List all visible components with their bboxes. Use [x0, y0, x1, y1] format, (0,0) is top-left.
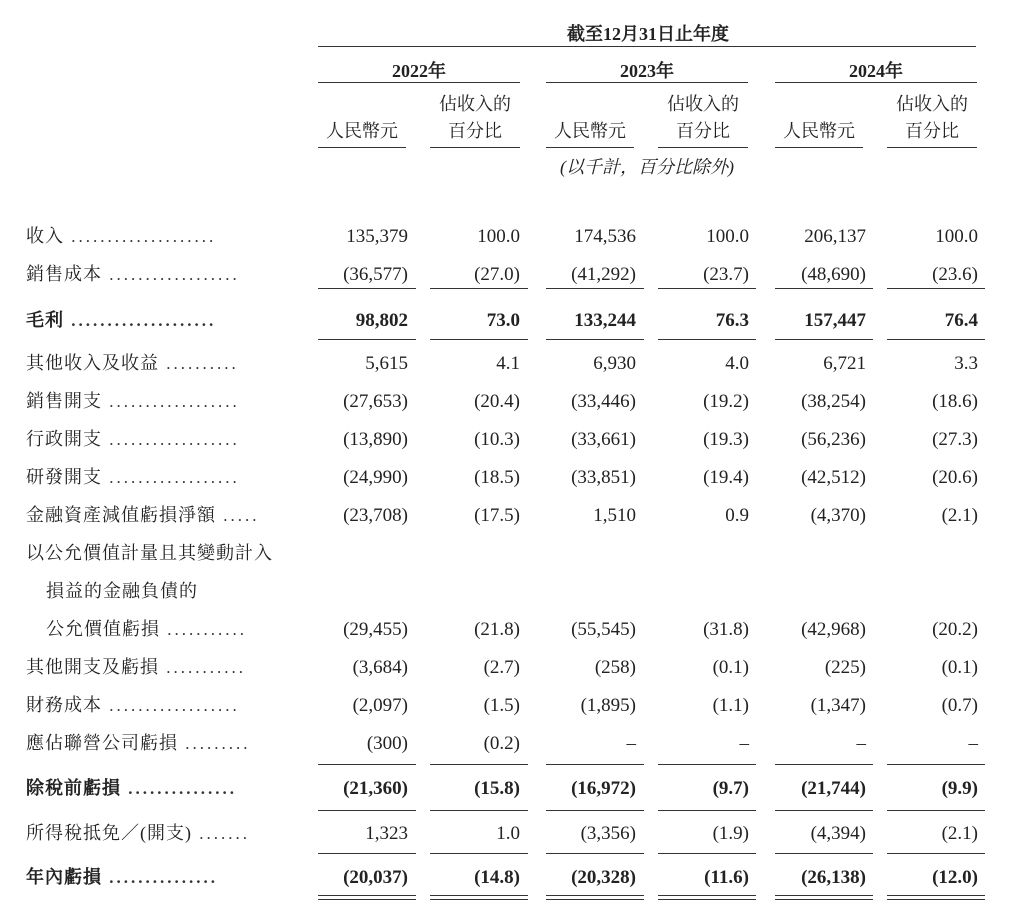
row-label: [26, 466, 240, 489]
gross-rule-5: [775, 339, 873, 340]
final-rule-a3: [546, 895, 644, 896]
final-rule-a4: [658, 895, 756, 896]
col-pct-2024-line1: 佔收入的: [896, 94, 968, 114]
final-rule-a6: [887, 895, 985, 896]
associate-rule-6: [887, 764, 985, 765]
col-pct-2022-line1: 佔收入的: [439, 94, 511, 114]
col-rmb-2023: 人民幣元: [554, 121, 626, 141]
table-cell: 0.9: [725, 505, 749, 526]
table-cell: 6,721: [823, 353, 866, 374]
leader-dots: ..................: [102, 430, 240, 449]
row-label-text: 除稅前虧損: [26, 778, 121, 798]
table-cell: (27,653): [343, 391, 408, 412]
row-label-text: 以公允價值計量且其變動計入: [26, 543, 273, 563]
table-cell: (1.5): [483, 695, 520, 716]
table-cell: (300): [366, 733, 408, 754]
table-cell: –: [856, 733, 866, 754]
year-2023-header: 2023年: [620, 61, 674, 81]
leader-dots: ...........: [159, 658, 246, 677]
period-header: 截至12月31日止年度: [567, 24, 729, 44]
leader-dots: .....: [216, 506, 260, 525]
table-cell: 76.4: [944, 310, 978, 331]
table-cell: (19.2): [703, 391, 749, 412]
taxline-rule-6: [887, 853, 985, 854]
table-cell: (0.1): [712, 657, 749, 678]
table-cell: 3.3: [954, 353, 978, 374]
row-label: [46, 580, 198, 602]
table-cell: (2,097): [352, 695, 408, 716]
taxline-rule-1: [318, 853, 416, 854]
row-label-text: 年內虧損: [26, 867, 102, 887]
year-2022-header: 2022年: [392, 61, 446, 81]
year-2023-rule: [546, 82, 748, 83]
taxline-rule-2: [430, 853, 528, 854]
row-label: [26, 694, 240, 717]
table-cell: (4,394): [810, 823, 866, 844]
row-label: [26, 732, 251, 755]
row-label: [26, 542, 273, 564]
gross-rule-4: [658, 339, 756, 340]
cost-rule-2: [430, 288, 528, 289]
table-cell: (1,347): [810, 695, 866, 716]
table-cell: 135,379: [346, 226, 408, 247]
table-cell: (11.6): [704, 867, 749, 888]
table-cell: (258): [594, 657, 636, 678]
final-rule-a1: [318, 895, 416, 896]
year-2022-rule: [318, 82, 520, 83]
leader-dots: ....................: [64, 227, 217, 246]
leader-dots: .........: [178, 734, 251, 753]
taxline-rule-3: [546, 853, 644, 854]
table-cell: (15.8): [474, 778, 520, 799]
table-cell: (2.7): [483, 657, 520, 678]
cost-rule-3: [546, 288, 644, 289]
row-label: [26, 352, 239, 375]
table-cell: (26,138): [801, 867, 866, 888]
table-cell: (42,968): [801, 619, 866, 640]
row-label-text: 財務成本: [26, 695, 102, 715]
table-cell: 76.3: [715, 310, 749, 331]
final-rule-b2: [430, 899, 528, 900]
table-cell: (19.4): [703, 467, 749, 488]
year-2024-rule: [775, 82, 977, 83]
pretax-rule-4: [658, 810, 756, 811]
associate-rule-4: [658, 764, 756, 765]
associate-rule-5: [775, 764, 873, 765]
table-cell: 133,244: [574, 310, 636, 331]
row-label-text: 其他收入及收益: [26, 353, 159, 373]
row-label: [26, 263, 240, 286]
row-label-text: 金融資產減值虧損淨額: [26, 505, 216, 525]
row-label-text: 毛利: [26, 310, 64, 330]
row-label: [26, 390, 240, 413]
associate-rule-3: [546, 764, 644, 765]
table-cell: (4,370): [810, 505, 866, 526]
table-cell: (20.4): [474, 391, 520, 412]
gross-rule-6: [887, 339, 985, 340]
table-cell: 4.0: [725, 353, 749, 374]
associate-rule-1: [318, 764, 416, 765]
table-cell: 157,447: [804, 310, 866, 331]
table-cell: (20.6): [932, 467, 978, 488]
table-cell: (31.8): [703, 619, 749, 640]
pretax-rule-2: [430, 810, 528, 811]
final-rule-b6: [887, 899, 985, 900]
table-cell: (3,356): [580, 823, 636, 844]
cost-rule-5: [775, 288, 873, 289]
table-cell: (14.8): [474, 867, 520, 888]
pretax-rule-5: [775, 810, 873, 811]
col-pct-2023-line2: 百分比: [676, 121, 730, 141]
table-cell: (38,254): [801, 391, 866, 412]
table-cell: (27.3): [932, 429, 978, 450]
table-cell: (56,236): [801, 429, 866, 450]
final-rule-b3: [546, 899, 644, 900]
units-note: (以千計，百分比除外): [560, 157, 734, 177]
pretax-rule-3: [546, 810, 644, 811]
table-cell: (29,455): [343, 619, 408, 640]
subheader-rule-2: [430, 147, 520, 148]
table-cell: (2.1): [941, 823, 978, 844]
row-label-text: 應佔聯營公司虧損: [26, 733, 178, 753]
table-cell: 1.0: [496, 823, 520, 844]
table-cell: (27.0): [474, 264, 520, 285]
row-label: [26, 656, 246, 679]
leader-dots: ...............: [121, 779, 237, 798]
table-cell: (21.8): [474, 619, 520, 640]
table-cell: 5,615: [365, 353, 408, 374]
table-cell: (0.7): [941, 695, 978, 716]
table-cell: (23,708): [343, 505, 408, 526]
table-cell: –: [739, 733, 749, 754]
table-cell: 174,536: [574, 226, 636, 247]
table-cell: (20.2): [932, 619, 978, 640]
table-cell: (42,512): [801, 467, 866, 488]
col-pct-2023-line1: 佔收入的: [667, 94, 739, 114]
col-pct-2022-line2: 百分比: [448, 121, 502, 141]
table-cell: 6,930: [593, 353, 636, 374]
table-cell: (33,446): [571, 391, 636, 412]
final-rule-a5: [775, 895, 873, 896]
associate-rule-2: [430, 764, 528, 765]
row-label: [26, 866, 218, 889]
table-cell: (48,690): [801, 264, 866, 285]
table-cell: (3,684): [352, 657, 408, 678]
cost-rule-4: [658, 288, 756, 289]
table-cell: (0.2): [483, 733, 520, 754]
cost-rule-1: [318, 288, 416, 289]
row-label: [46, 618, 247, 641]
table-cell: (23.7): [703, 264, 749, 285]
table-cell: 100.0: [935, 226, 978, 247]
pretax-rule-6: [887, 810, 985, 811]
row-label: [26, 822, 250, 845]
period-header-rule: [318, 46, 976, 47]
row-label-text: 收入: [26, 226, 64, 246]
table-cell: (20,328): [571, 867, 636, 888]
subheader-rule-6: [887, 147, 977, 148]
pretax-rule-1: [318, 810, 416, 811]
gross-rule-1: [318, 339, 416, 340]
row-label-text: 其他開支及虧損: [26, 657, 159, 677]
taxline-rule-4: [658, 853, 756, 854]
table-cell: (0.1): [941, 657, 978, 678]
row-label: [26, 225, 216, 248]
table-cell: (55,545): [571, 619, 636, 640]
table-cell: (17.5): [474, 505, 520, 526]
table-cell: (1,895): [580, 695, 636, 716]
table-cell: 100.0: [706, 226, 749, 247]
table-cell: –: [626, 733, 636, 754]
table-cell: (16,972): [571, 778, 636, 799]
table-cell: (24,990): [343, 467, 408, 488]
table-cell: 4.1: [496, 353, 520, 374]
table-cell: 1,323: [365, 823, 408, 844]
gross-rule-3: [546, 339, 644, 340]
table-cell: (13,890): [343, 429, 408, 450]
final-rule-a2: [430, 895, 528, 896]
taxline-rule-5: [775, 853, 873, 854]
row-label: [26, 504, 260, 527]
table-cell: (36,577): [343, 264, 408, 285]
table-cell: (33,661): [571, 429, 636, 450]
row-label-text: 銷售成本: [26, 264, 102, 284]
row-label: [26, 428, 240, 451]
leader-dots: ..................: [102, 468, 240, 487]
table-cell: (33,851): [571, 467, 636, 488]
table-cell: (18.5): [474, 467, 520, 488]
leader-dots: ....................: [64, 311, 217, 330]
row-label-text: 所得稅抵免／(開支): [26, 823, 192, 843]
table-cell: 206,137: [804, 226, 866, 247]
table-cell: (1.1): [712, 695, 749, 716]
table-cell: –: [968, 733, 978, 754]
cost-rule-6: [887, 288, 985, 289]
table-cell: (19.3): [703, 429, 749, 450]
leader-dots: ...............: [102, 868, 218, 887]
row-label-text: 損益的金融負債的: [46, 581, 198, 601]
table-cell: (21,360): [343, 778, 408, 799]
subheader-rule-3: [546, 147, 634, 148]
table-cell: (21,744): [801, 778, 866, 799]
subheader-rule-1: [318, 147, 406, 148]
final-rule-b4: [658, 899, 756, 900]
row-label: [26, 309, 216, 332]
col-pct-2024-line2: 百分比: [905, 121, 959, 141]
table-cell: (18.6): [932, 391, 978, 412]
row-label-text: 公允價值虧損: [46, 619, 160, 639]
row-label-text: 行政開支: [26, 429, 102, 449]
gross-rule-2: [430, 339, 528, 340]
table-cell: (1.9): [712, 823, 749, 844]
final-rule-b1: [318, 899, 416, 900]
row-label-text: 研發開支: [26, 467, 102, 487]
final-rule-b5: [775, 899, 873, 900]
leader-dots: ..................: [102, 265, 240, 284]
table-cell: (12.0): [932, 867, 978, 888]
table-cell: 98,802: [355, 310, 408, 331]
table-cell: (2.1): [941, 505, 978, 526]
table-cell: (23.6): [932, 264, 978, 285]
table-cell: 100.0: [477, 226, 520, 247]
leader-dots: ..........: [159, 354, 239, 373]
row-label: [26, 777, 237, 800]
table-cell: (9.9): [941, 778, 978, 799]
leader-dots: ...........: [160, 620, 247, 639]
row-label-text: 銷售開支: [26, 391, 102, 411]
subheader-rule-5: [775, 147, 863, 148]
leader-dots: ..................: [102, 392, 240, 411]
year-2024-header: 2024年: [849, 61, 903, 81]
table-cell: (20,037): [343, 867, 408, 888]
table-cell: (10.3): [474, 429, 520, 450]
table-cell: (225): [824, 657, 866, 678]
leader-dots: .......: [192, 824, 250, 843]
col-rmb-2022: 人民幣元: [326, 121, 398, 141]
table-cell: 73.0: [486, 310, 520, 331]
subheader-rule-4: [658, 147, 748, 148]
table-cell: 1,510: [593, 505, 636, 526]
table-cell: (9.7): [712, 778, 749, 799]
leader-dots: ..................: [102, 696, 240, 715]
col-rmb-2024: 人民幣元: [783, 121, 855, 141]
table-cell: (41,292): [571, 264, 636, 285]
